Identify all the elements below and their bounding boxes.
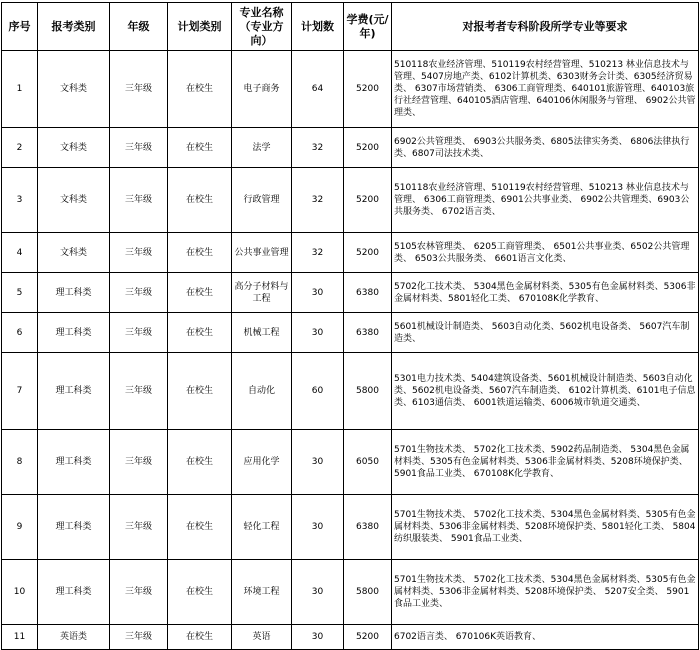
header-plan-count: 计划数 bbox=[292, 3, 344, 51]
cell-plan-type: 在校生 bbox=[168, 168, 232, 233]
cell-major: 行政管理 bbox=[232, 168, 292, 233]
cell-plan-type: 在校生 bbox=[168, 430, 232, 495]
cell-fee: 5200 bbox=[344, 233, 392, 273]
cell-requirement: 510118农业经济管理、510119农村经营管理、510213 林业信息技术与管理、 6306工商管理类、6901公共事业类、 6902公共管理类、6903公共服务类、 6702语言类、 bbox=[392, 168, 699, 233]
cell-major: 高分子材料与工程 bbox=[232, 273, 292, 313]
cell-requirement: 5701生物技术类、 5702化工技术类、5902药品制造类、 5304黑色金属材料类、5305有色金属材料类、5306非金属材料类、5208环境保护类、 5901食品工业类、 670108K化学教育、 bbox=[392, 430, 699, 495]
cell-fee: 6380 bbox=[344, 313, 392, 353]
table-row bbox=[2, 233, 699, 273]
cell-major: 轻化工程 bbox=[232, 495, 292, 560]
cell-fee: 6380 bbox=[344, 273, 392, 313]
table-row bbox=[2, 273, 699, 313]
cell-plan-count: 30 bbox=[292, 313, 344, 353]
cell-seq: 7 bbox=[2, 353, 38, 430]
cell-requirement: 5105农林管理类、 6205工商管理类、 6501公共事业类、6502公共管理类、 6503公共服务类、 6601语言文化类、 bbox=[392, 233, 699, 273]
cell-plan-count: 30 bbox=[292, 625, 344, 650]
cell-category: 文科类 bbox=[38, 51, 110, 128]
table-row bbox=[2, 625, 699, 650]
cell-category: 文科类 bbox=[38, 233, 110, 273]
cell-major: 电子商务 bbox=[232, 51, 292, 128]
cell-plan-type: 在校生 bbox=[168, 625, 232, 650]
table-row bbox=[2, 51, 699, 128]
cell-requirement: 5301电力技术类、5404建筑设备类、5601机械设计制造类、5603自动化类、5602机电设备类、5607汽车制造类、 6102计算机类、6101电子信息类、6103通信类、 6001铁道运输类、6006城市轨道交通类、 bbox=[392, 353, 699, 430]
table-row bbox=[2, 430, 699, 495]
cell-seq: 3 bbox=[2, 168, 38, 233]
cell-seq: 2 bbox=[2, 128, 38, 168]
header-category: 报考类别 bbox=[38, 3, 110, 51]
cell-grade: 三年级 bbox=[110, 233, 168, 273]
cell-plan-count: 30 bbox=[292, 495, 344, 560]
cell-category: 理工科类 bbox=[38, 273, 110, 313]
cell-major: 应用化学 bbox=[232, 430, 292, 495]
cell-fee: 5200 bbox=[344, 51, 392, 128]
cell-major: 法学 bbox=[232, 128, 292, 168]
cell-category: 文科类 bbox=[38, 128, 110, 168]
cell-major: 环境工程 bbox=[232, 560, 292, 625]
cell-plan-type: 在校生 bbox=[168, 313, 232, 353]
cell-grade: 三年级 bbox=[110, 51, 168, 128]
cell-requirement: 6702语言类、 670106K英语教育、 bbox=[392, 625, 699, 650]
cell-requirement: 5702化工技术类、 5304黑色金属材料类、5305有色金属材料类、5306非金属材料类、5801轻化工类、 670108K化学教育、 bbox=[392, 273, 699, 313]
cell-requirement: 5601机械设计制造类、 5603自动化类、5602机电设备类、 5607汽车制造类、 bbox=[392, 313, 699, 353]
cell-plan-count: 30 bbox=[292, 560, 344, 625]
cell-seq: 9 bbox=[2, 495, 38, 560]
cell-seq: 1 bbox=[2, 51, 38, 128]
cell-category: 理工科类 bbox=[38, 560, 110, 625]
cell-major: 公共事业管理 bbox=[232, 233, 292, 273]
cell-grade: 三年级 bbox=[110, 560, 168, 625]
cell-seq: 4 bbox=[2, 233, 38, 273]
cell-grade: 三年级 bbox=[110, 353, 168, 430]
cell-seq: 11 bbox=[2, 625, 38, 650]
cell-seq: 10 bbox=[2, 560, 38, 625]
cell-plan-count: 32 bbox=[292, 128, 344, 168]
cell-plan-type: 在校生 bbox=[168, 353, 232, 430]
enrollment-plan-table bbox=[1, 2, 699, 650]
table-row bbox=[2, 353, 699, 430]
cell-grade: 三年级 bbox=[110, 625, 168, 650]
cell-plan-count: 32 bbox=[292, 168, 344, 233]
cell-major: 自动化 bbox=[232, 353, 292, 430]
cell-plan-type: 在校生 bbox=[168, 233, 232, 273]
header-seq: 序号 bbox=[2, 3, 38, 51]
table-row bbox=[2, 495, 699, 560]
header-grade: 年级 bbox=[110, 3, 168, 51]
cell-fee: 5800 bbox=[344, 560, 392, 625]
cell-grade: 三年级 bbox=[110, 430, 168, 495]
cell-category: 文科类 bbox=[38, 168, 110, 233]
cell-fee: 5200 bbox=[344, 128, 392, 168]
cell-fee: 6380 bbox=[344, 495, 392, 560]
cell-grade: 三年级 bbox=[110, 313, 168, 353]
cell-plan-type: 在校生 bbox=[168, 51, 232, 128]
cell-requirement: 5701生物技术类、 5702化工技术类、5304黑色金属材料类、5305有色金属材料类、5306非金属材料类、5208环境保护类、 5207安全类、 5901食品工业类、 bbox=[392, 560, 699, 625]
header-requirement: 对报考者专科阶段所学专业等要求 bbox=[392, 3, 699, 51]
cell-plan-type: 在校生 bbox=[168, 273, 232, 313]
cell-category: 理工科类 bbox=[38, 353, 110, 430]
cell-category: 理工科类 bbox=[38, 313, 110, 353]
cell-plan-count: 32 bbox=[292, 233, 344, 273]
cell-seq: 8 bbox=[2, 430, 38, 495]
cell-seq: 6 bbox=[2, 313, 38, 353]
cell-grade: 三年级 bbox=[110, 168, 168, 233]
table-row bbox=[2, 313, 699, 353]
cell-plan-count: 30 bbox=[292, 273, 344, 313]
cell-fee: 6050 bbox=[344, 430, 392, 495]
cell-plan-type: 在校生 bbox=[168, 495, 232, 560]
header-major: 专业名称（专业方向） bbox=[232, 3, 292, 51]
cell-grade: 三年级 bbox=[110, 273, 168, 313]
cell-plan-type: 在校生 bbox=[168, 560, 232, 625]
cell-category: 理工科类 bbox=[38, 430, 110, 495]
cell-requirement: 510118农业经济管理、510119农村经营管理、510213 林业信息技术与管理、5407房地产类、6102计算机类、6303财务会计类、6305经济贸易类、 6307市场营销类、 6306工商管理类、640101旅游管理、640103旅行社经营管理、640105酒店管理、640106休闲服务与管理、 6902公共管理类、 bbox=[392, 51, 699, 128]
cell-plan-type: 在校生 bbox=[168, 128, 232, 168]
cell-seq: 5 bbox=[2, 273, 38, 313]
cell-requirement: 5701生物技术类、 5702化工技术类、5304黑色金属材料类、5305有色金属材料类、5306非金属材料类、5208环境保护类、5801轻化工类、 5804纺织服装类、 5901食品工业类、 bbox=[392, 495, 699, 560]
cell-grade: 三年级 bbox=[110, 495, 168, 560]
cell-major: 英语 bbox=[232, 625, 292, 650]
header-plan-type: 计划类别 bbox=[168, 3, 232, 51]
cell-category: 理工科类 bbox=[38, 495, 110, 560]
table-row bbox=[2, 560, 699, 625]
cell-grade: 三年级 bbox=[110, 128, 168, 168]
cell-requirement: 6902公共管理类、 6903公共服务类、6805法律实务类、 6806法律执行类、6807司法技术类、 bbox=[392, 128, 699, 168]
table-row bbox=[2, 168, 699, 233]
header-fee: 学费(元/年) bbox=[344, 3, 392, 51]
table-row bbox=[2, 128, 699, 168]
cell-major: 机械工程 bbox=[232, 313, 292, 353]
cell-plan-count: 64 bbox=[292, 51, 344, 128]
cell-fee: 5800 bbox=[344, 353, 392, 430]
cell-plan-count: 60 bbox=[292, 353, 344, 430]
cell-fee: 5200 bbox=[344, 625, 392, 650]
cell-category: 英语类 bbox=[38, 625, 110, 650]
header-row bbox=[2, 3, 699, 51]
cell-fee: 5200 bbox=[344, 168, 392, 233]
cell-plan-count: 30 bbox=[292, 430, 344, 495]
